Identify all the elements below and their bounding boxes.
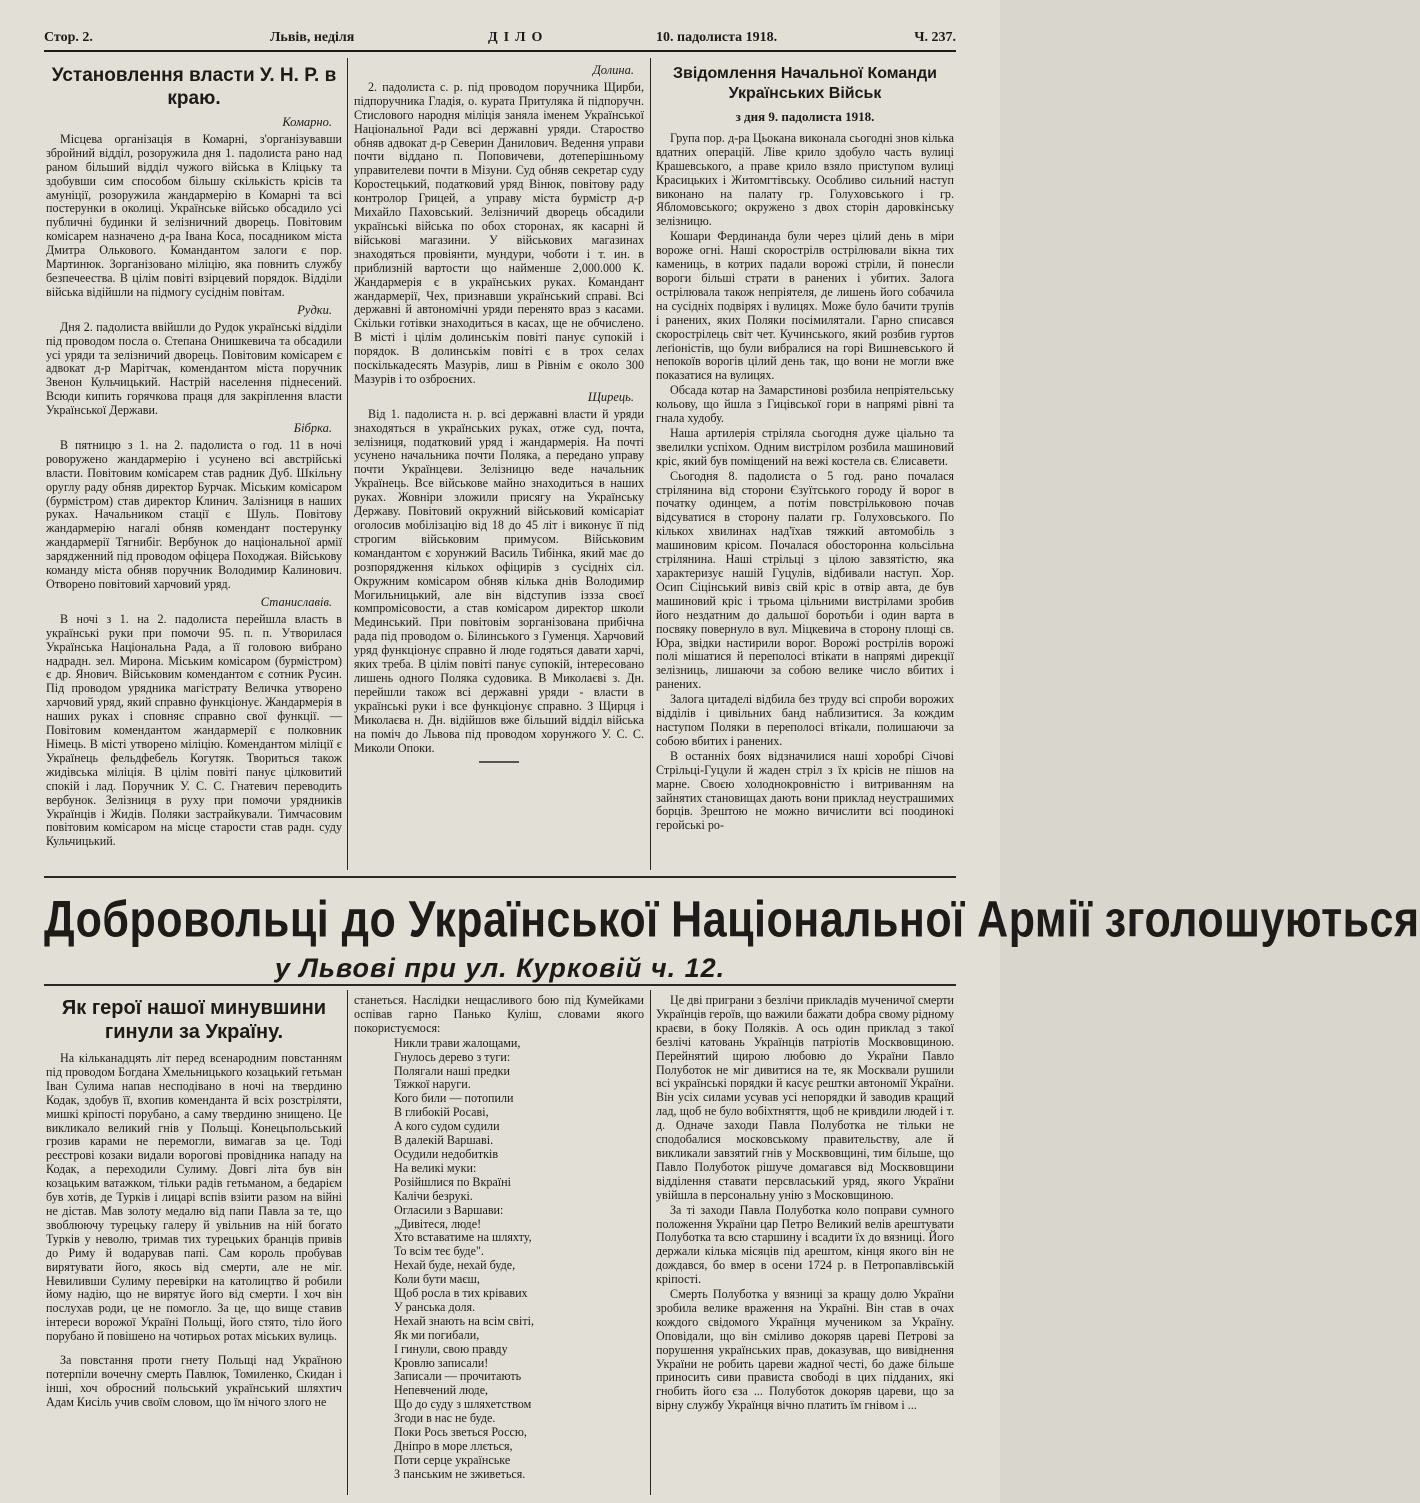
article-paragraph: В ночі з 1. на 2. падолиста перейшла власть в українські руки при помочи 95. п. п. Утворилася Українська Національна Рада, а її головою вибрано надрадн. зел. Мирона. Міським комісаром (бурмістром) є др. Янович. Військовим комендантом є сотник Русин. Під проводом урядника магістрату Величка утворено харчовий уряд, який справно функціонує. Жандармерія в наших руках і сповняє справно свої функції. — Повітовим комендантом жандармерії є полковник Німець. В місті утворено міліцію. Комендантом міліції є Українець фельдфебель Когутяк. Твориться також жидівська міліція. В цілім повіті панує цілковитий спокій і лад. Поручник У. С. С. Гнатевич переводить вербунок. Зелізниця в руху при помочи урядників Українців і Жидів. Поляки застрайкували. Тимчасовим повітовим комісаром на місце старости став радн. суду Кульчицький. (46, 611, 342, 849)
dateline: Комарно. (282, 115, 332, 129)
history-col-3 (656, 994, 954, 1494)
article-col-3 (656, 60, 954, 872)
poem-line: Калічи безрукі. (394, 1188, 473, 1203)
recruitment-banner: Добровольці до Української Національної Армії зголошуються (44, 891, 1420, 949)
report-paragraph: Сьогодня 8. падолиста о 5 год. рано почалася стрілянина від сторони Єзуїтського городу й ворог в початку одинцем, а потім повстрільковою почав відсуватися в сторону палати гр. Голуховського. По кількох хвилинах над'їхав тяжкий автомобіль з машиновим крісом. Почалася обосторонна кольсільна стрілянина. Наші стрільці з цілою завзятістю, яка характеризує нашій Гуцулів, відбивали наступ. Хор. Осип Сіцінський вивіз свій кріс в отвір авта, де був машиновий кріс і трьома цільними вистрілами зробив його нездатним до дальшої боротьби і один варта в посвяку повернуло в вул. Міцкевича в сторону площі св. Юра, звідки настирили ворог. Ворожі рострілів ворожі полі мішатися й переполосі втікати в напрямі дирекції зелізниць, лишаючи за собою велике число вбитих і ранених. (656, 468, 954, 692)
page-number: Стор. 2. (44, 30, 93, 45)
poem-line: Щоб росла в тих крівавих (394, 1286, 528, 1301)
history-paragraph: Це дві приграни з безлічи прикладів мученичої смерти Українців героїв, що важили бажати добра свому рідному краєви, в боку Поляків. А ось один приклад з такої безлічі катовань Українців патріотів Москвовщиною. Перейнятий щирою любовю до України Павло Полуботок не міг дивитися на те, як Москвали рушили всі українські порядки й касує рештки автономії України. Він усіх силами усував усі непорядки й заводив кращий лад, щоб не було вобіхтняття, щоб не кривдили людей і т. д. Одначе заходи Павла Полуботка не тільки не сподобалися московському правительству, але й викликали завзятий гнів у Москвовщині, тим більше, що Павло Полуботок рішуче домагався від Москвовщини відділення ставати персвласький уряд, якого України увійшла в персональну унію з Московщиною. (656, 993, 954, 1202)
report-date: з дня 9. падолиста 1918. (735, 109, 875, 124)
poem-line: Дніпро в море ллється, (394, 1439, 513, 1453)
article-paragraph: В пятницю з 1. на 2. падолиста о год. 11 в ночі роворужено жандармерію і усунено всі австрійські власти. Повітовим комісарем став радник Дуб. Шкільну оруглу раду обняв директор Бурчак. Міським комісаром (бурмістром) став директор Клинич. Залізниця в наших руках. Начальником стації є Шуль. Повітову жандармерію нагалі обняв комендант постерунку жандармерії Тягнибіг. Вербунок до національної армії зарядженний під проводом офіцера Походжая. Військову команду міста обняв поручник Володимир Калинович. Отворено повітовий харчовий уряд. (46, 437, 342, 591)
poem-line: Тяжкої наруги. (394, 1077, 471, 1092)
poem-line: На великі муки: (394, 1160, 477, 1175)
report-paragraph: Кошари Фердинанда були через цілий день в міри вороже огні. Наші скорострілв острілювали вікна тих камениць, в котрих падали ворожі стріли, й понесли вороги більші страти в ранених і убитих. Залога острілювала також непріятеля, де лишень його собачила на сусідніх подвірях і вулицях. Може було бачити трупів і ранених, яких Поляки посімилятали. Гарно списався скорострілець світ чет. Кучинського, який розбив гуртов леґіоністів, що були вибралися на горі Вишневського й непокоїв ворогів цілий день так, що вони не могли вже показатися на вулицях. (656, 229, 954, 383)
article-col-2 (354, 60, 644, 868)
report-title-line-2: Українських Військ (728, 85, 882, 102)
article-paragraph: 2. падолиста с. р. під проводом поручника Щирби, підпоручника Гладія, о. курата Притуляка й підпоручн. Стислового народня міліція заняла іменем Української Національної Ради всі державні уряди. Староство обняв адвокат д-р Северин Данилович. Ведення управи почти віддано п. Поповичеви, дотеперішньому управителеви почти в Мізуни. Суд обняв секретар суду Коростецький, податковий уряд Вінюк, повітову раду контролор Грицей, а управу міста бурмістр д-р Михайло Паховський. Зелізничий дворець обсадили українські війська по обох сторонах, як касарні й військові магазини. У військових магазинах знаходяться провіянти, мундури, чоботи і т. ин. в приблизній вартости що найменше 2,000.000 К. Жандармерія є в українських руках. Командант жандармерії, Чех, признавши український справі. Всі державні й автономічні уряди перенято враз з касами. Скільки готівки знаходиться в касах, ще не обчислено. В місті і цілім долинськім повіті панує супокій і порядок. В долинськім повіті є в трох селах поскількадесять Мазурів, лиш в Рівнім є около 300 Мазурів і то озброєних. (354, 79, 644, 386)
poem-line: Непевчений люде, (394, 1383, 489, 1398)
poem-line: Нехай знають на всім світі, (394, 1313, 535, 1328)
poem-line: Полягали наші предки (394, 1063, 510, 1078)
recruitment-address: у Львові при ул. Курковій ч. 12. (274, 953, 726, 983)
report-paragraph: Наша артилерія стріляла сьогодня дуже ціально та звелилки успіхом. Одним вистрілом розбила машиновий кріс, який був поміщений на вежі костела св. Єлисавети. (656, 425, 954, 468)
history-paragraph: Смерть Полуботка у вязниці за кращу долю України зробила велике враження на Україні. Він став в очах кождого свідомого Українця мучеником за Україну. Оповідали, що він сміливо докоряв цареві Петрові за порушення українських прав, доказував, що вивіднення України не робить цареви жадної честі, бо даже більше приносить сиви прависта свободі в цих підданих, які гнобить його єза ... Полуботок докоряв цареви, що за вірну службу Українця вічно платить їм гнівом і ... (656, 1287, 954, 1413)
poem-line: У ранська доля. (394, 1299, 476, 1314)
poem (354, 1037, 644, 1482)
article-paragraph: Місцева організація в Комарні, з'організувавши збройний відділ, розоружила дня 1. падолиста рано над раном більший відділ чужого війська в Кліцьку та здобувши сим способом більшу скількість крісів та амуніції, розоружила жандармерію в Комарні та всі постерунки в околиці. Українське військо обсадило усі публичні будинки й зелізничний дворець. Повітовим комісарем назначено д-ра Івана Коса, посадником міста Дмитра Олькового. Командантом залоги є пор. Мартинюк. Зорганізовано міліцію, яка повнить службу безпечеества. В цілім повіті взірцевий порядок. Відділи війська відійшли на підмогу сусіднім повітам. (46, 131, 342, 299)
place-day: Львів, неділя (270, 30, 355, 45)
report-paragraph: Залога цитаделі відбила без труду всі спроби ворожих відділів і цивільних банд наблизитися. За кождим наступом Поляки в переполосі втікали, полишаючи за собою вбитих і ранених. (656, 692, 954, 748)
poem-line: Коли бути маєш, (394, 1272, 480, 1287)
article-col-1 (46, 60, 342, 872)
poem-line: Оглаcили з Варшави: (394, 1202, 504, 1217)
history-paragraph: За повстання проти гнету Польщі над Україною потерпіли вочечну смерть Павлюк, Томиленко, Скидан і інші, хоч обросний польський український шляхтич Адам Кисіль учив своїм словом, що їм нічого злого не (46, 1353, 342, 1409)
dateline: Рудки. (297, 302, 332, 317)
poem-line: Розійшлися по Вкраїні (394, 1174, 511, 1189)
masthead: ДІЛО (488, 30, 549, 45)
poem-line: Осудили недобитків (394, 1146, 499, 1161)
report-paragraph: Група пор. д-ра Цьокана виконала сьогодні знов кілька вдатних операцій. Ліве крило здобуло часть вулиці Крашевського, а праве крило взяло приступом вулиці Красицьких і Житомгтівську. Особливо сильний наступ виконано на палату гр. Голуховського і гр. Ябломовського; окружено з двох сторін даровкінську зелізницю. (656, 130, 954, 229)
poem-line: З панським не зживеться. (394, 1466, 526, 1481)
poem-line: Що до суду з шляхетством (394, 1397, 532, 1412)
poem-line: Поти серце українське (394, 1452, 511, 1467)
column-rule (347, 58, 348, 870)
article-paragraph: Дня 2. падолиста ввійшли до Рудок українські відділи під проводом посла о. Степана Онишкевича та обсадили усі уряди та зелізничий дворець. Повітовим комісарем є адвокат д-р Марітчак, комендантом міста поручник Звенон Кульчицький. Настрій населення піднесений. Всюди кипить горячкова праця для закріплення власти Української Держави. (46, 319, 342, 418)
poem-line: В глибокій Росаві, (394, 1105, 489, 1120)
poem-line: „Дивітеся, люде! (394, 1216, 482, 1231)
issue-date: 10. падолиста 1918. (656, 30, 778, 45)
divider (479, 761, 519, 763)
history-paragraph: За ті заходи Павла Полуботка коло поправи сумного положення України цар Петро Великий велів арештувати Полуботка та всю старшину і всадити їх до вязниці. Його держали кілька місяців під арештом, кінця якого він не дождався, бо вмер в осени 1724 р. в Петропавлівській кріпості. (656, 1202, 954, 1287)
history-col-2 (354, 994, 644, 1494)
column-rule (650, 990, 651, 1495)
poem-line: Гнулось дерево з туги: (394, 1049, 511, 1064)
history-paragraph: На кільканадцять літ перед всенародним повстанням під проводом Богдана Хмельницького козацький гетьман Іван Сулима напав несподівано в ночі на твердиню Кодак, здобув її, вхопив коменданта й всіх розстріляти, мишкі кріпості порубано, а саму твердиню знищено. Це викликало великий гнів у Польщі. Конецьпольський грозив карами не перемогли, вимагав за це. Тоді реєстрові козаки видали ворогові провідника нападу на Кодак, а переходили Сулиму. Довгі літа був він козацьким ватажком, тільки радів гетьманом, а бедарієм був хотів, де Турків і лицарі вспів взіити разом на війні не дістав. Мав золоту медалю від папи Павла за те, що звоблюючу турецьку галеру й увільнив на ній богато Турків у неволю, тримав тих турецьких бранців привів до Риму й водарував папі. Сам король пробував вирятувати його, якось від смерти, але не міг. Невиливши Сулиму перевірки на католицтво й робили йому надію, що не вирятує його від смерти. І хоч він послухав роди, це не помогло. За це, що вище ставив інтереси ворожої Україні Польщі, його стято, тіло його порубано й повішено на чотирьох ротах міських вулиць. (46, 1051, 342, 1344)
poem-line: В далекій Варшаві. (394, 1133, 494, 1148)
poem-line: Кровлю записали! (394, 1355, 489, 1370)
poem-line: Як ми погибали, (394, 1327, 480, 1342)
dateline: Долина. (592, 63, 634, 77)
history-title: Як герої нашої минувшини гинули за Україну. (61, 997, 327, 1043)
poem-line: Нехай буде, нехай буде, (394, 1258, 516, 1273)
article-title: Установлення власти У. Н. Р. в краю. (51, 65, 337, 109)
history-paragraph: станеться. Наслідки нещасливого бою під Кумейками оспівав гарно Панько Куліш, словами якого покористуємося: (354, 993, 644, 1035)
poem-line: Никли трави жалощами, (394, 1035, 521, 1050)
page-header (44, 28, 956, 52)
poem-line: То всім теє буде". (394, 1244, 484, 1259)
history-col-1 (46, 994, 342, 1494)
column-rule (347, 990, 348, 1495)
column-rule (650, 58, 651, 870)
section-rule (44, 984, 956, 986)
poem-line: Кого били — потопили (394, 1091, 514, 1106)
report-title: Звідомлення Начальної Команди (673, 65, 937, 82)
article-paragraph: Від 1. падолиста н. р. всі державні власти й уряди знаходяться в українських руках, отже суд, почта, зелізниця, податковий уряд і жандармерія. На почті усунено начальника почти Поляка, а передано управу почти Українцеви. Зелізницю веде начальник Українець. Все військове майно знаходиться в наших руках. Жовніри зложили присягу на Українську Державу. Повітовий окружний військовий комісаріат оголосив мобілізацію від 18 до 45 літ і виконує її під строгим військовим примусом. Військовим командантом є хорунжий Василь Тибінка, який має до розпорядження кількох офіцирів з сусідніх сіл. Окружним комісаром обняв кілька днів Володимир Могильницький, але він відступив іззза своєї компромісовости, а став комісаром директор школи Мединський. При повітовім зорганізована прибічна рада під проводом о. Білинського з Гуменця. Харчовий уряд функціонує справно й люде годяться давати харчі, яких треба. В цілім повіті панує супокій, інтересовано лишень одного Поляка судовика. В Миколаєві з. Дн. перейшли також всі державні уряди - власти в українські руки і все функціонує справно. З Щирця і Миколаєва н. Дн. відійшов вже більший відділ війська на поміч до Львова під проводом хорунжого У. С. С. Миколи Опоки. (354, 406, 644, 755)
poem-line: Хто вставатиме на шляхту, (394, 1230, 532, 1245)
poem-line: А кого судом судили (394, 1119, 500, 1134)
dateline: Станиславів. (260, 594, 332, 609)
dateline: Бібрка. (293, 421, 332, 436)
poem-line: І гинули, свою правду (394, 1341, 508, 1356)
report-paragraph: В останніх боях відзначилися наші хоробрі Січові Стрільці-Гуцули й жаден стріл з їх крісів не пішов на марне. Своєю холоднокровністю і витриванням на зайнятих становищах дають вони приклад неустрашимих борців. Зрештою не можно вичислити всі поодинокі геройські ро- (656, 748, 954, 833)
report-paragraph: Обсада котар на Замарстинові розбила непріятельську кольову, що йшла з Гицівської гори в напрямі рівні та гнала худобу. (656, 383, 954, 426)
dateline: Щирець. (587, 389, 634, 404)
poem-line: Згоди в нас не буде. (394, 1411, 496, 1426)
poem-line: Поки Рось зветься Россю, (394, 1425, 527, 1440)
poem-line: Записали — прочитають (394, 1369, 522, 1384)
issue-number: Ч. 237. (914, 30, 956, 45)
